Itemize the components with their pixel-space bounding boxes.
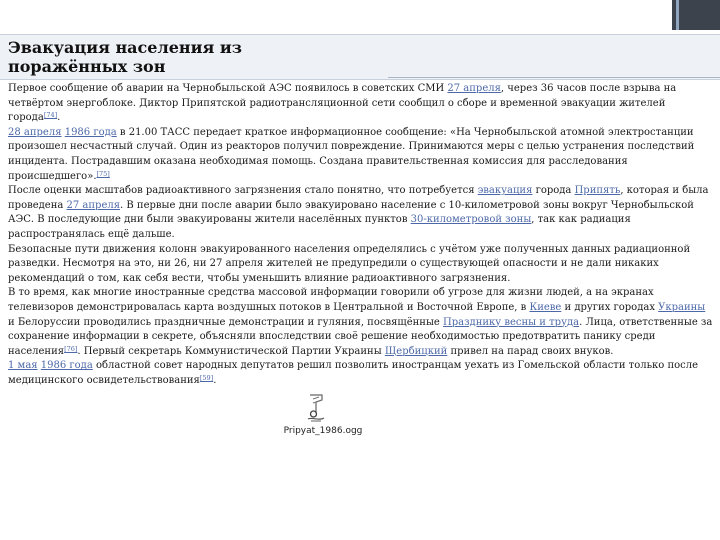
title-underline: [388, 77, 720, 78]
text: города: [532, 185, 575, 197]
text: и других городах: [561, 301, 659, 313]
link-1986-year[interactable]: 1986 года: [64, 126, 117, 138]
text: и Белоруссии проводились праздничные демонстрации и гуляния, посвящённые: [8, 316, 444, 328]
link-27-april[interactable]: 27 апреля: [447, 83, 501, 94]
article-body: [8, 82, 714, 388]
text: . Первый секретарь Коммунистической Партии Украины: [77, 345, 385, 357]
paragraph-first-report: [8, 82, 714, 126]
link-28-april[interactable]: 28 апреля: [8, 126, 62, 138]
text: .: [57, 112, 61, 124]
top-bar-accent-stripe: [676, 0, 679, 30]
top-bar-dark-block: [672, 0, 720, 30]
text: , через 36 часов после взрыва на четвёртом энергоблоке. Диктор Припятской радиотрансляционной сети сообщил о сборе и временной эвакуации жителей города: [8, 83, 677, 124]
text: Безопасные пути движения колонн эвакуированного населения определялись с учётом уже полученных данных радиационной разведки. Несмотря на это, ни 26, ни 27 апреля жителей не предупредили о существующей опасности и не дали никаких рекомендаций о том, как себя вести, чтобы уменьшить влияние радиоактивного загрязнения.: [8, 243, 691, 284]
paragraph-media: [8, 286, 714, 359]
page-title-line2: поражённых зон: [8, 57, 166, 76]
text: Первое сообщение об аварии на Чернобыльской АЭС появилось в советских СМИ: [8, 83, 448, 94]
text: , так как радиация распространялась ещё дальше.: [8, 214, 631, 240]
link-spring-labour-day[interactable]: Празднику весны и труда: [443, 316, 580, 328]
paragraph-tass: [8, 126, 714, 184]
page-title-line1: Эвакуация населения из: [8, 38, 242, 57]
link-evacuation[interactable]: эвакуация: [477, 185, 533, 197]
text: привел на парад своих внуков.: [447, 345, 614, 357]
page-title: [8, 38, 408, 76]
link-kiev[interactable]: Киеве: [529, 301, 562, 313]
link-1-may[interactable]: 1 мая: [8, 360, 38, 372]
ref-74[interactable]: [74]: [43, 111, 58, 120]
media-file[interactable]: [268, 393, 378, 441]
link-pripyat[interactable]: Припять: [574, 185, 621, 197]
paragraph-safe-routes: [8, 243, 714, 287]
link-shcherbitsky[interactable]: Щербицкий: [384, 345, 448, 357]
text: областной совет народных депутатов решил позволить иностранцам уехать из Гомельской области только после медицинского освидетельствования: [8, 360, 699, 386]
link-27-april-2[interactable]: 27 апреля: [66, 199, 121, 211]
paragraph-may-1: [8, 359, 714, 388]
text: .: [213, 374, 217, 386]
link-1986-year-2[interactable]: 1986 года: [40, 360, 93, 372]
text: . В первые дни после аварии было эвакуировано население с 10-километровой зоны вокруг Чернобыльской АЭС. В последующие дни были эвакуированы жители населённых пунктов: [8, 199, 694, 226]
link-30km-zone[interactable]: 30-километровой зоны: [410, 214, 532, 226]
media-caption[interactable]: Pripyat_1986.ogg: [283, 426, 363, 436]
link-ukraine[interactable]: Украины: [658, 301, 706, 313]
ref-76[interactable]: [76]: [64, 344, 78, 353]
text: в 21.00 ТАСС передает краткое информационное сообщение: «На Чернобыльской атомной электростанции произошел несчастный случай. Один из реакторов получил повреждение. Принимаются меры с целью устранения последствий инцидента. Пострадавшим оказана необходимая помощь. Создана правительственная комиссия для расследования происшедшего».: [8, 126, 695, 182]
text: . Лица, ответственные за сохранение информации в секрете, объясняли впоследствии своё решение необходимостью предотвратить панику среди населения: [8, 316, 713, 357]
ref-59[interactable]: [59]: [199, 373, 214, 382]
text: , которая и была проведена: [8, 185, 709, 211]
ref-75[interactable]: [75]: [96, 169, 110, 178]
paragraph-evacuation: [8, 184, 714, 242]
text: После оценки масштабов радиоактивного загрязнения стало понятно, что потребуется: [8, 185, 478, 197]
title-box: [0, 34, 720, 80]
text: В то время, как многие иностранные средства массовой информации говорили об угрозе для жизни людей, а на экранах телевизоров демонстрировалась карта воздушных потоков в Центральной и Восточной Европе, в: [8, 287, 654, 313]
audio-file-icon[interactable]: [302, 393, 330, 423]
top-bar: [0, 0, 720, 30]
